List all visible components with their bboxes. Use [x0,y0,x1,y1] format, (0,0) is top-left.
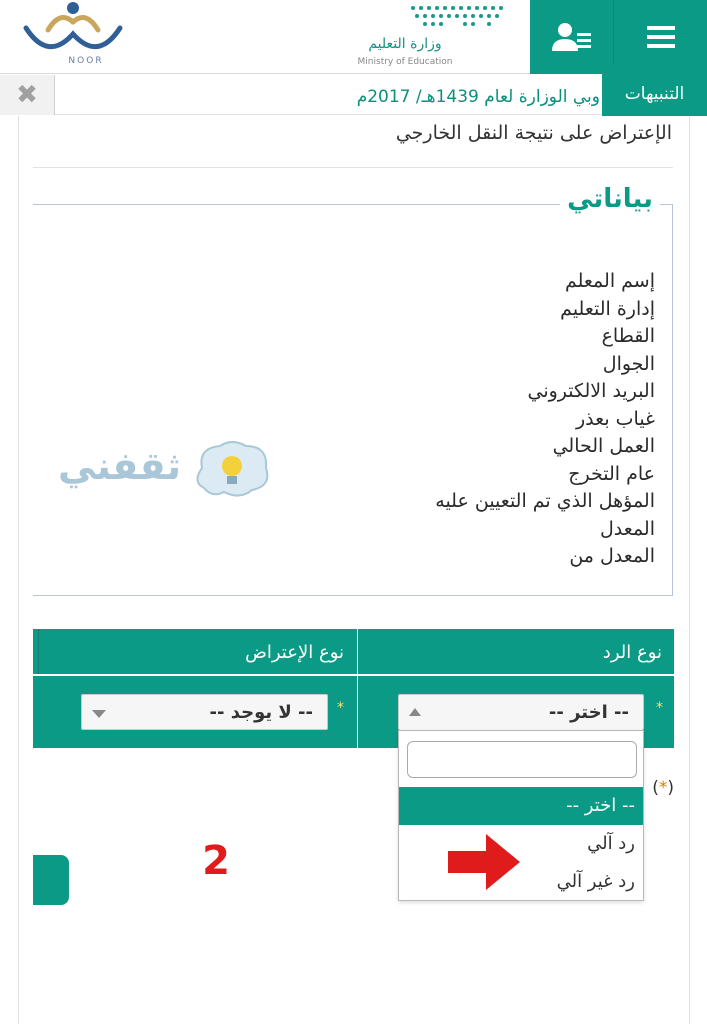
noor-logo-mark-icon [18,0,128,60]
ministry-logo [350,2,520,70]
required-star-reply: * [656,700,663,716]
field-sector: القطاع [601,325,655,347]
reply-type-select[interactable] [398,694,644,730]
user-list-icon [551,21,593,53]
user-list-button[interactable] [530,0,614,74]
close-icon[interactable]: ✖ [0,75,55,115]
required-note-star: * [658,778,668,798]
row-divider [357,676,358,748]
field-excused-absence: غياب بعذر [576,407,655,430]
noor-label: NOOR [68,56,104,66]
objection-type-select[interactable] [81,694,328,730]
field-current-work: العمل الحالي [552,435,655,457]
caret-up-icon [409,708,421,716]
title-divider [33,167,673,168]
watermark-text: ثقفني [58,444,181,488]
dropdown-option-manual-reply[interactable]: رد غير آلي [556,871,635,892]
alerts-ticker[interactable]: وبي الوزارة لعام 1439هـ/ 2017م [356,87,600,107]
menu-button[interactable] [614,0,707,74]
alerts-tab[interactable]: التنبيهات [602,64,707,116]
my-data-legend: بياناتي [560,184,660,214]
submit-button[interactable] [33,855,69,905]
ministry-name-ar: وزارة التعليم [368,36,442,52]
reply-type-selected-value: -- اختر -- [548,702,629,723]
ministry-name-en: Ministry of Education [357,57,453,67]
field-education-admin: إدارة التعليم [560,297,655,320]
red-arrow-icon [448,832,522,892]
objection-table-header [33,629,674,674]
ministry-dots-icon [405,2,515,36]
field-graduation-year: عام التخرج [568,462,655,485]
my-data-fields [300,268,655,571]
annotation-number: 2 [202,838,230,884]
field-mobile: الجوال [602,352,655,375]
required-note-open: ( [667,778,674,798]
watermark [52,438,272,502]
dropdown-option-auto-reply[interactable]: رد آلي [587,833,635,854]
required-note [644,778,674,798]
menu-icon [647,24,675,50]
caret-down-icon [92,710,106,718]
field-email: البريد الالكتروني [527,380,655,402]
field-gpa: المعدل [600,517,655,540]
field-teacher-name: إسم المعلم [564,270,655,292]
lightbulb-icon [192,438,272,502]
noor-logo [18,0,128,70]
field-qualification: المؤهل الذي تم التعيين عليه [435,490,655,512]
alerts-bar [0,75,707,115]
app-header [0,0,707,74]
required-note-close: ) [652,778,659,798]
dropdown-search-input[interactable] [407,741,637,778]
objection-type-selected-value: -- لا يوجد -- [209,702,313,723]
field-gpa-out-of: المعدل من [569,545,655,567]
dropdown-option-choose[interactable]: -- اختر -- [399,787,643,825]
required-star-type: * [337,700,344,716]
col-reply-type: نوع الرد [357,629,674,674]
page-title: الإعتراض على نتيجة النقل الخارجي [395,122,672,144]
col-objection-type: نوع الإعتراض [38,629,356,674]
